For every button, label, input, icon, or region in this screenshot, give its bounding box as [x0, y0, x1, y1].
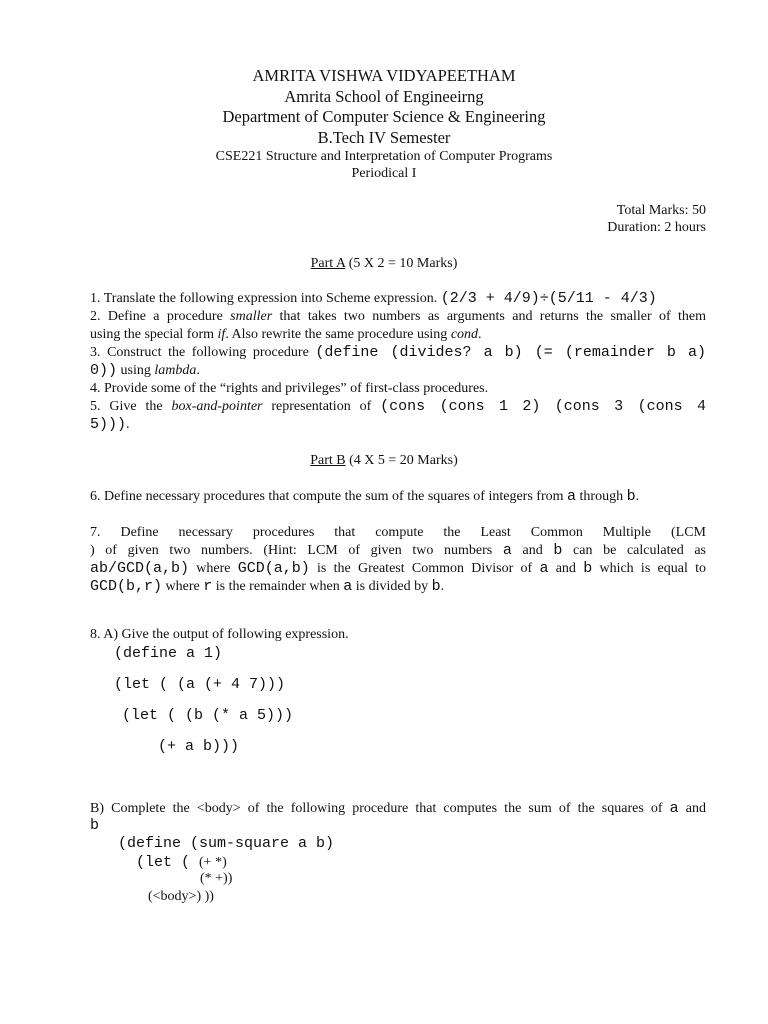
semester: B.Tech IV Semester — [317, 128, 451, 147]
q7-formula: ab/GCD(a,b) — [90, 560, 190, 577]
course-title: CSE221 Structure and Interpretation of Computer Programs — [215, 149, 553, 164]
q5-l1c: representation of — [262, 399, 381, 414]
q3-code-end: 0)) — [90, 362, 118, 379]
q7-l3-var-a: a — [539, 560, 549, 577]
q8-code-line-2: (let ( (a (+ 4 7))) — [114, 676, 286, 693]
department-name: Department of Computer Science & Engineering — [222, 107, 546, 126]
q2-l1c: that takes two numbers as arguments and returns the smaller of them — [272, 309, 706, 324]
question-5-line-2 — [90, 416, 130, 433]
q7-l3b: where — [189, 561, 238, 576]
question-7-line-2 — [90, 542, 706, 559]
q8b-l1a: B) Complete the <body> of the following procedure that computes the sum of the squares of — [90, 801, 670, 816]
q5-l2b: . — [126, 417, 130, 432]
q2-l2c: . Also rewrite the same procedure using — [225, 327, 451, 342]
q8-code-line-4: (+ a b))) — [158, 738, 240, 755]
q8b-var-a: a — [669, 800, 679, 817]
q8b-code-line-1: (define (sum-square a b) — [118, 835, 335, 852]
q7-gcd-ab: GCD(a,b) — [237, 560, 310, 577]
q2-l2e: . — [478, 327, 482, 342]
q2-if: if — [217, 327, 226, 342]
q7-l3-var-b: b — [583, 560, 593, 577]
q7-l4f: is divided by — [352, 579, 432, 594]
question-8b-line-2: b — [90, 817, 100, 834]
q5-code: (cons (cons 1 2) (cons 3 (cons 4 — [380, 398, 706, 415]
q7-l3f: and — [548, 561, 584, 576]
q2-smaller: smaller — [230, 309, 273, 324]
q7-l4b: where — [162, 579, 204, 594]
q5-code-end: 5))) — [90, 416, 127, 433]
q2-l2a: using the special form — [90, 327, 218, 342]
q5-box-pointer: box-and-pointer — [171, 399, 263, 414]
university-name: AMRITA VISHWA VIDYAPEETHAM — [252, 66, 516, 85]
question-7-line-4 — [90, 578, 444, 595]
q6-var-a: a — [567, 488, 577, 505]
question-1-expression: (2/3 + 4/9)÷(5/11 - 4/3) — [440, 290, 657, 307]
q7-l3h: which is equal to — [592, 561, 706, 576]
q6-c: through — [576, 489, 627, 504]
q7-l4d: is the remainder when — [212, 579, 344, 594]
q3-lambda: lambda — [154, 363, 197, 378]
question-8a-intro: 8. A) Give the output of following expression. — [90, 627, 349, 642]
q8b-l1c: and — [678, 801, 706, 816]
q8b-binding-1: (+ *) — [199, 855, 227, 870]
q3-l2b: using — [117, 363, 155, 378]
school-name: Amrita School of Engineeirng — [284, 87, 484, 106]
q8-code-line-1: (define a 1) — [114, 645, 223, 662]
q2-l1a: 2. Define a procedure — [90, 309, 231, 324]
part-b-title: Part B — [310, 453, 346, 468]
question-3-line-2 — [90, 362, 200, 379]
q7-l4-var-a: a — [343, 578, 353, 595]
part-b-marks: (4 X 5 = 20 Marks) — [345, 453, 458, 468]
part-a-marks: (5 X 2 = 10 Marks) — [345, 256, 458, 271]
q7-var-a: a — [502, 542, 512, 559]
question-3-line-1 — [90, 344, 706, 361]
question-1-text: 1. Translate the following expression into Scheme expression. — [90, 291, 441, 306]
q8b-code-line-2 — [136, 853, 227, 871]
q6-var-b: b — [626, 488, 636, 505]
q3-l1a: 3. Construct the following procedure — [90, 345, 316, 360]
question-2-line-2 — [90, 327, 482, 343]
q5-l1a: 5. Give the — [90, 399, 172, 414]
q6-e: . — [635, 489, 640, 504]
q7-l4h: . — [440, 579, 445, 594]
q3-code: (define (divides? a b) (= (remainder b a) — [315, 344, 707, 361]
exam-name: Periodical I — [351, 166, 417, 181]
question-4: 4. Provide some of the “rights and privileges” of first-class procedures. — [90, 381, 489, 396]
question-2-line-1 — [90, 309, 706, 325]
q7-var-r: r — [203, 578, 213, 595]
q7-l4-var-b: b — [431, 578, 441, 595]
q7-var-b: b — [553, 542, 563, 559]
q3-l2d: . — [196, 363, 200, 378]
question-7-line-1: 7. Define necessary procedures that compute the Least Common Multiple (LCM — [90, 525, 706, 540]
q7-l2a: ) of given two numbers. (Hint: LCM of given two numbers — [90, 543, 503, 558]
q7-l2e: can be calculated as — [562, 543, 706, 558]
question-8b-line-1 — [90, 800, 706, 817]
part-b-heading — [0, 453, 768, 469]
question-1 — [90, 290, 657, 307]
q2-cond: cond — [450, 327, 479, 342]
duration: Duration: 2 hours — [607, 220, 706, 235]
q7-l3d: is the Greatest Common Divisor of — [309, 561, 540, 576]
q8b-code-line-4: (<body>) )) — [148, 889, 214, 904]
question-7-line-3 — [90, 560, 706, 577]
total-marks: Total Marks: 50 — [616, 203, 706, 218]
q7-l2c: and — [511, 543, 554, 558]
q8-code-line-3: (let ( (b (* a 5))) — [122, 707, 294, 724]
q7-gcd-br: GCD(b,r) — [90, 578, 163, 595]
part-a-heading — [0, 256, 768, 272]
part-a-title: Part A — [310, 256, 346, 271]
q8b-code-line-3: (* +)) — [200, 871, 233, 886]
q8b-let: (let ( — [136, 854, 200, 871]
question-5-line-1 — [90, 398, 706, 415]
question-6 — [90, 488, 639, 505]
q6-a: 6. Define necessary procedures that compute the sum of the squares of integers from — [90, 489, 568, 504]
